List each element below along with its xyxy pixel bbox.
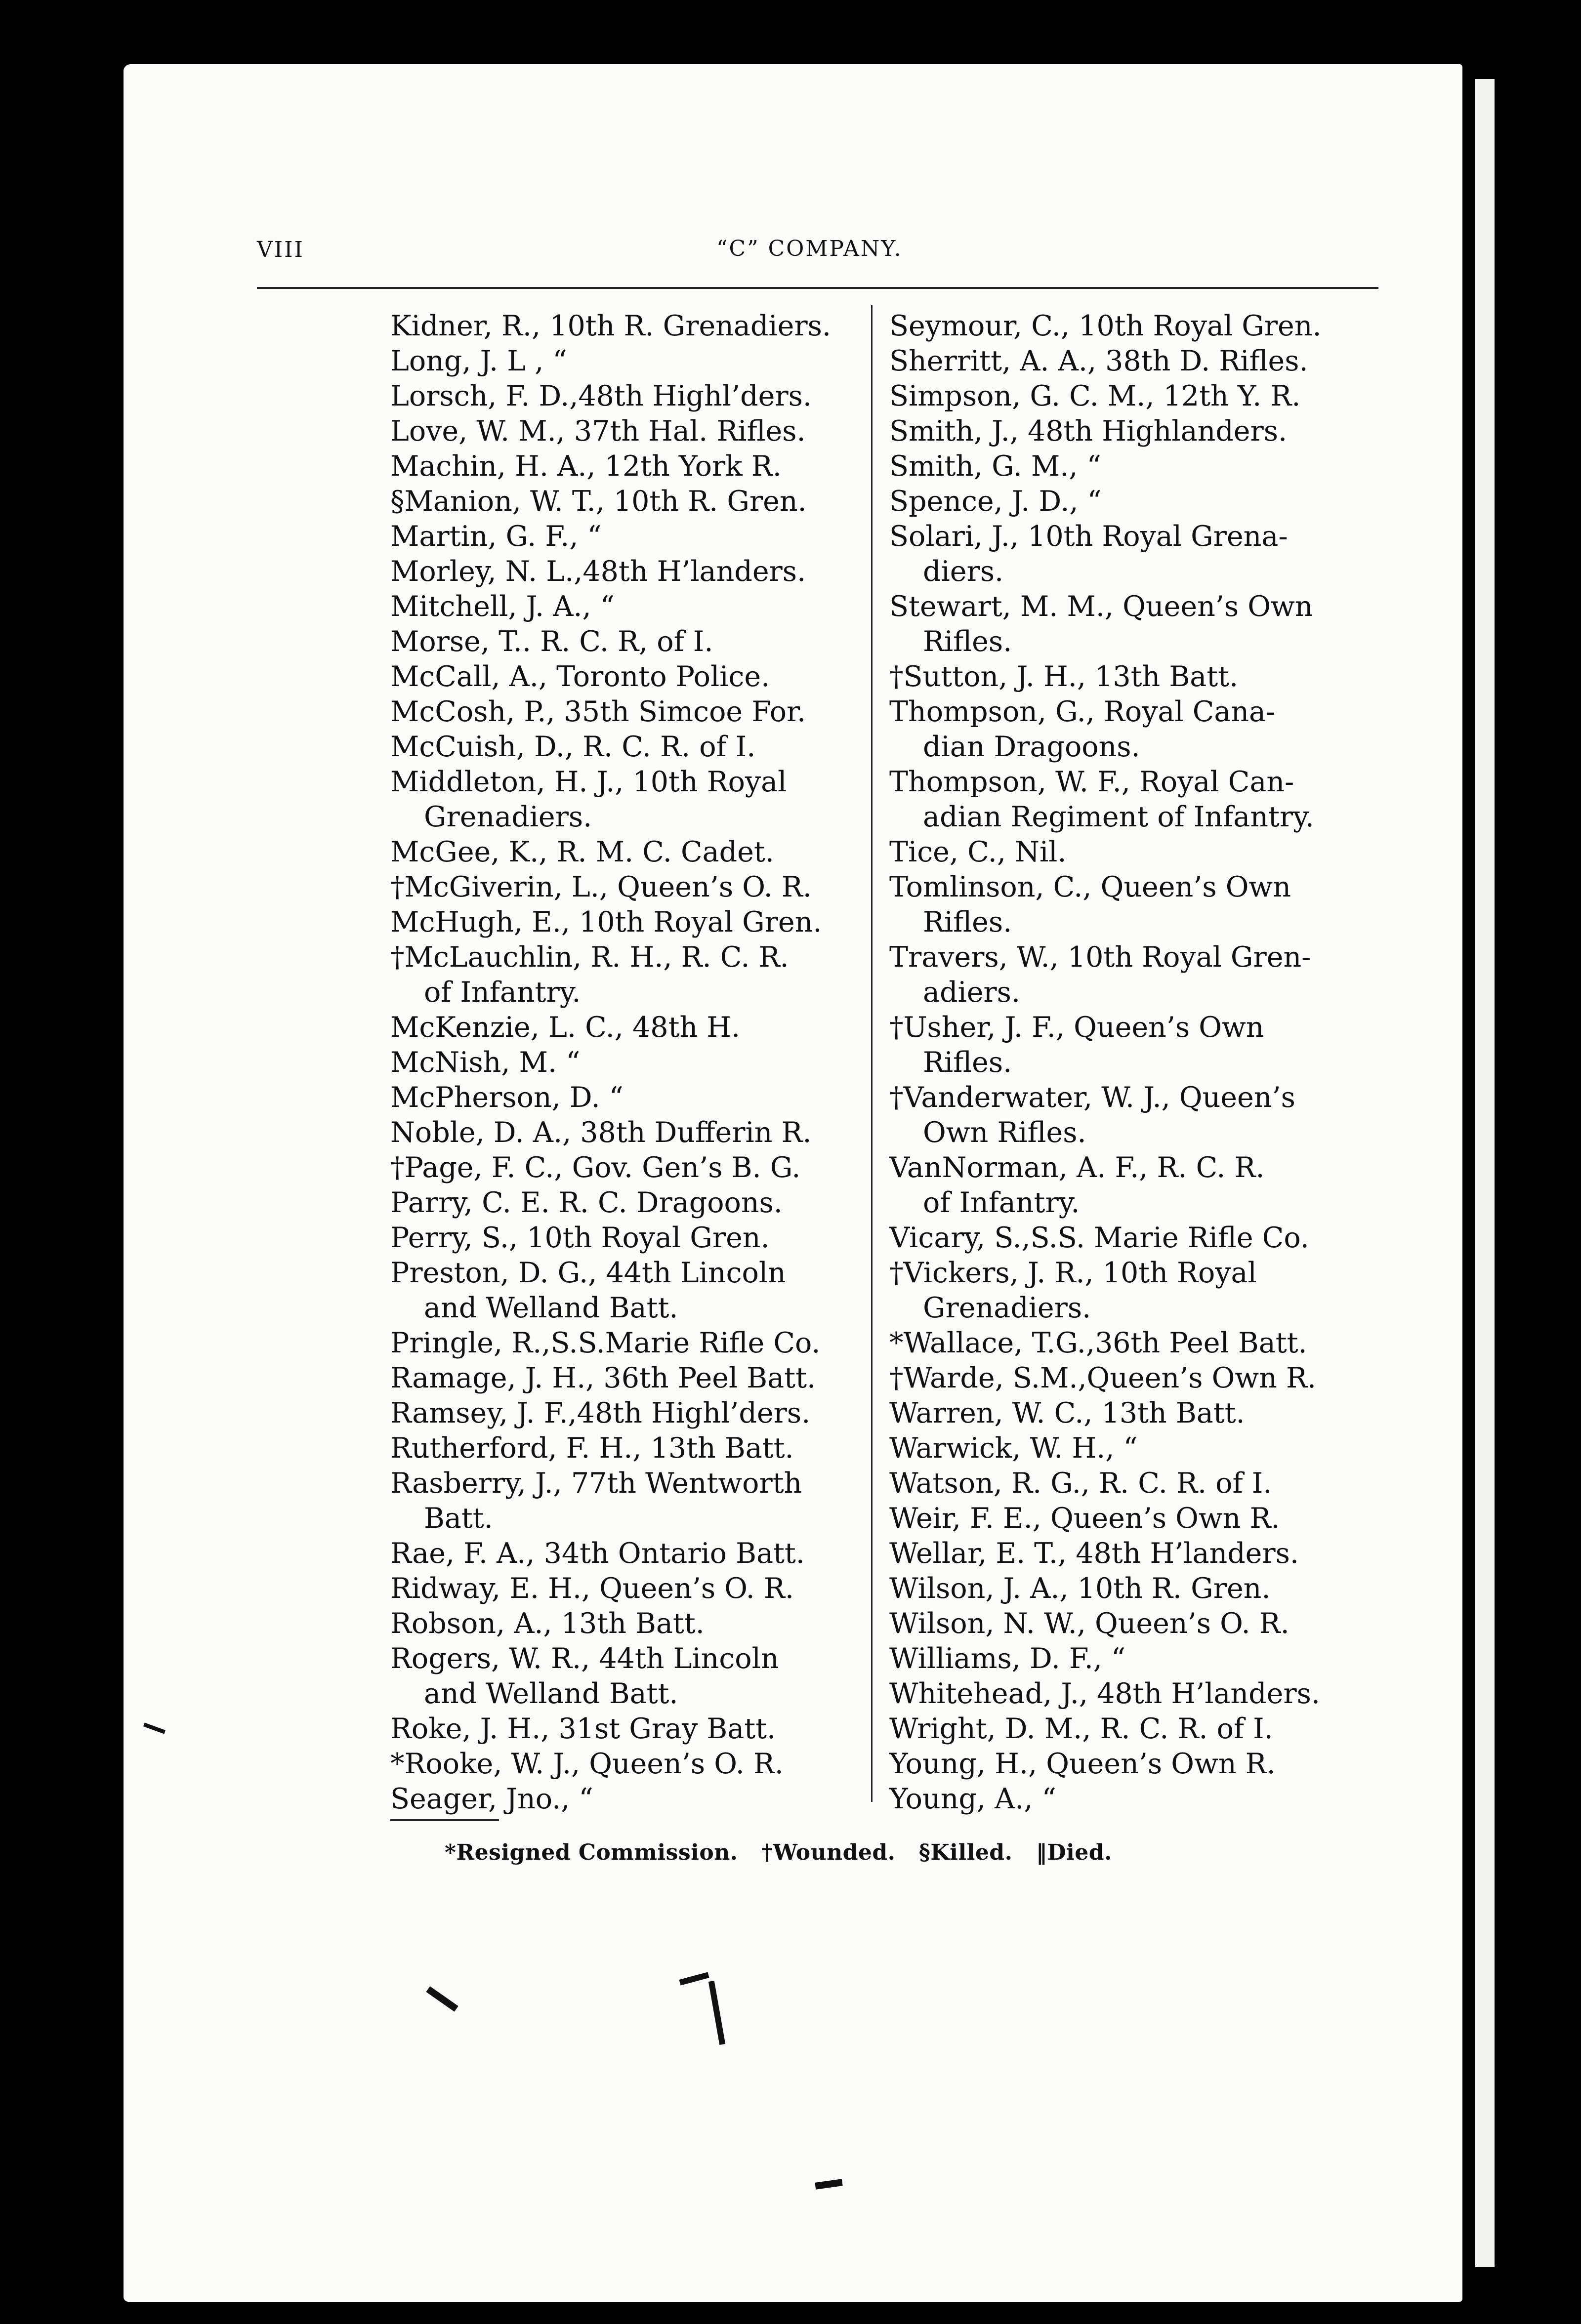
roster-entry: †Usher, J. F., Queen’s Own bbox=[889, 1011, 1264, 1044]
roster-entry: Lorsch, F. D.,48th Highl’ders. bbox=[390, 380, 812, 412]
roster-entry: Weir, F. E., Queen’s Own R. bbox=[889, 1502, 1280, 1535]
roster-entry: Thompson, G., Royal Cana- bbox=[889, 695, 1276, 728]
roster-entry: †McGiverin, L., Queen’s O. R. bbox=[390, 871, 812, 903]
roster-entry: McCuish, D., R. C. R. of I. bbox=[390, 731, 756, 763]
roster-entry: †Warde, S.M.,Queen’s Own R. bbox=[889, 1362, 1317, 1394]
roster-entry: †Vanderwater, W. J., Queen’s bbox=[889, 1081, 1295, 1114]
roster-entry: *Rooke, W. J., Queen’s O. R. bbox=[390, 1748, 784, 1780]
roster-entry: Young, H., Queen’s Own R. bbox=[889, 1748, 1276, 1780]
left-column bbox=[390, 309, 884, 1817]
roster-entry: Morse, T.. R. C. R, of I. bbox=[390, 625, 713, 658]
footnotes: *Resigned Commission. †Wounded. §Killed. ‖Died. bbox=[445, 1840, 1112, 1865]
roster-entry: Robson, A., 13th Batt. bbox=[390, 1607, 705, 1640]
roster-entry: *Wallace, T.G.,36th Peel Batt. bbox=[889, 1327, 1307, 1359]
roster-entry-continuation: Grenadiers. bbox=[424, 801, 592, 833]
roster-entry: Preston, D. G., 44th Lincoln bbox=[390, 1257, 786, 1289]
roster-entry: Tomlinson, C., Queen’s Own bbox=[889, 871, 1291, 903]
roster-entry: Seymour, C., 10th Royal Gren. bbox=[889, 310, 1322, 342]
roster-entry: McCosh, P., 35th Simcoe For. bbox=[390, 695, 806, 728]
roster-entry: McPherson, D. “ bbox=[390, 1081, 624, 1114]
roster-entry: Stewart, M. M., Queen’s Own bbox=[889, 590, 1313, 623]
roster-entry: Ramsey, J. F.,48th Highl’ders. bbox=[390, 1397, 811, 1429]
roster-entry-continuation: of Infantry. bbox=[424, 976, 581, 1009]
roster-entry-continuation: Rifles. bbox=[923, 1046, 1012, 1079]
roster-entry-continuation: and Welland Batt. bbox=[424, 1292, 678, 1324]
roster-entry: Morley, N. L.,48th H’landers. bbox=[390, 555, 806, 588]
roster-entry: Perry, S., 10th Royal Gren. bbox=[390, 1222, 770, 1254]
roster-entry-continuation: Batt. bbox=[424, 1502, 493, 1535]
roster-entry-continuation: diers. bbox=[923, 555, 1004, 588]
roster-entry: †Vickers, J. R., 10th Royal bbox=[889, 1257, 1257, 1289]
roster-entry: Spence, J. D., “ bbox=[889, 485, 1102, 518]
roster-entry-continuation: dian Dragoons. bbox=[923, 731, 1140, 763]
roster-entry: Middleton, H. J., 10th Royal bbox=[390, 766, 787, 798]
roster-entry-continuation: Rifles. bbox=[923, 906, 1012, 938]
footnote-rule bbox=[390, 1819, 499, 1821]
roster-entry: Machin, H. A., 12th York R. bbox=[390, 450, 782, 483]
roster-entry: Seager, Jno., “ bbox=[390, 1783, 593, 1815]
roster-entry: McNish, M. “ bbox=[390, 1046, 581, 1079]
roster-entry: Wellar, E. T., 48th H’landers. bbox=[889, 1537, 1299, 1570]
roster-entry: Wilson, J. A., 10th R. Gren. bbox=[889, 1572, 1271, 1605]
roster-entry: Smith, J., 48th Highlanders. bbox=[889, 415, 1288, 448]
roster-entry: Kidner, R., 10th R. Grenadiers. bbox=[390, 310, 831, 342]
roster-entry: Warren, W. C., 13th Batt. bbox=[889, 1397, 1245, 1429]
roster-entry-continuation: and Welland Batt. bbox=[424, 1677, 678, 1710]
roster-entry: Solari, J., 10th Royal Grena- bbox=[889, 520, 1288, 553]
roster-entry: Rasberry, J., 77th Wentworth bbox=[390, 1467, 802, 1500]
roster-entry: Vicary, S.,S.S. Marie Rifle Co. bbox=[889, 1222, 1309, 1254]
roster-entry: Rutherford, F. H., 13th Batt. bbox=[390, 1432, 794, 1465]
roster-entry: Tice, C., Nil. bbox=[889, 836, 1067, 868]
roster-entry: Williams, D. F., “ bbox=[889, 1642, 1126, 1675]
roster-entry: Young, A., “ bbox=[889, 1783, 1056, 1815]
roster-entry: Wright, D. M., R. C. R. of I. bbox=[889, 1712, 1273, 1745]
roster-entry-continuation: Own Rifles. bbox=[923, 1116, 1086, 1149]
roster-entry: McKenzie, L. C., 48th H. bbox=[390, 1011, 741, 1044]
roster-entry: Warwick, W. H., “ bbox=[889, 1432, 1138, 1465]
roster-entry-continuation: Grenadiers. bbox=[923, 1292, 1091, 1324]
roster-entry: Parry, C. E. R. C. Dragoons. bbox=[390, 1186, 783, 1219]
roster-entry-continuation: adian Regiment of Infantry. bbox=[923, 801, 1314, 833]
page-number: VIII bbox=[257, 237, 304, 262]
roster-entry-continuation: of Infantry. bbox=[923, 1186, 1080, 1219]
roster-entry-continuation: Rifles. bbox=[923, 625, 1012, 658]
roster-entry-continuation: adiers. bbox=[923, 976, 1021, 1009]
roster-entry: Wilson, N. W., Queen’s O. R. bbox=[889, 1607, 1290, 1640]
roster-entry: McCall, A., Toronto Police. bbox=[390, 660, 770, 693]
roster-entry: Mitchell, J. A., “ bbox=[390, 590, 615, 623]
roster-entry: Travers, W., 10th Royal Gren- bbox=[889, 941, 1311, 974]
roster-entry: Rogers, W. R., 44th Lincoln bbox=[390, 1642, 779, 1675]
roster-entry: Watson, R. G., R. C. R. of I. bbox=[889, 1467, 1272, 1500]
right-column bbox=[889, 309, 1383, 1817]
roster-entry: Pringle, R.,S.S.Marie Rifle Co. bbox=[390, 1327, 821, 1359]
roster-entry: Simpson, G. C. M., 12th Y. R. bbox=[889, 380, 1301, 412]
roster-entry: McHugh, E., 10th Royal Gren. bbox=[390, 906, 822, 938]
roster-entry: †Page, F. C., Gov. Gen’s B. G. bbox=[390, 1151, 801, 1184]
roster-entry: Love, W. M., 37th Hal. Rifles. bbox=[390, 415, 806, 448]
roster-entry: Sherritt, A. A., 38th D. Rifles. bbox=[889, 345, 1308, 377]
roster-entry: Ramage, J. H., 36th Peel Batt. bbox=[390, 1362, 816, 1394]
roster-entry: McGee, K., R. M. C. Cadet. bbox=[390, 836, 774, 868]
roster-entry: Long, J. L , “ bbox=[390, 345, 567, 377]
roster-entry: VanNorman, A. F., R. C. R. bbox=[889, 1151, 1265, 1184]
roster-entry: Roke, J. H., 31st Gray Batt. bbox=[390, 1712, 776, 1745]
roster-entry: Martin, G. F., “ bbox=[390, 520, 602, 553]
roster-entry: †Sutton, J. H., 13th Batt. bbox=[889, 660, 1239, 693]
running-head: “C” COMPANY. bbox=[716, 236, 903, 261]
header-rule bbox=[257, 287, 1378, 289]
roster-entry: Whitehead, J., 48th H’landers. bbox=[889, 1677, 1320, 1710]
roster-entry: †McLauchlin, R. H., R. C. R. bbox=[390, 941, 789, 974]
roster-entry: Rae, F. A., 34th Ontario Batt. bbox=[390, 1537, 805, 1570]
roster-entry: Thompson, W. F., Royal Can- bbox=[889, 766, 1294, 798]
roster-entry: Ridway, E. H., Queen’s O. R. bbox=[390, 1572, 794, 1605]
page-edge-strip bbox=[1475, 79, 1495, 2267]
roster-entry: Noble, D. A., 38th Dufferin R. bbox=[390, 1116, 812, 1149]
roster-entry: §Manion, W. T., 10th R. Gren. bbox=[390, 485, 807, 518]
roster-entry: Smith, G. M., “ bbox=[889, 450, 1101, 483]
